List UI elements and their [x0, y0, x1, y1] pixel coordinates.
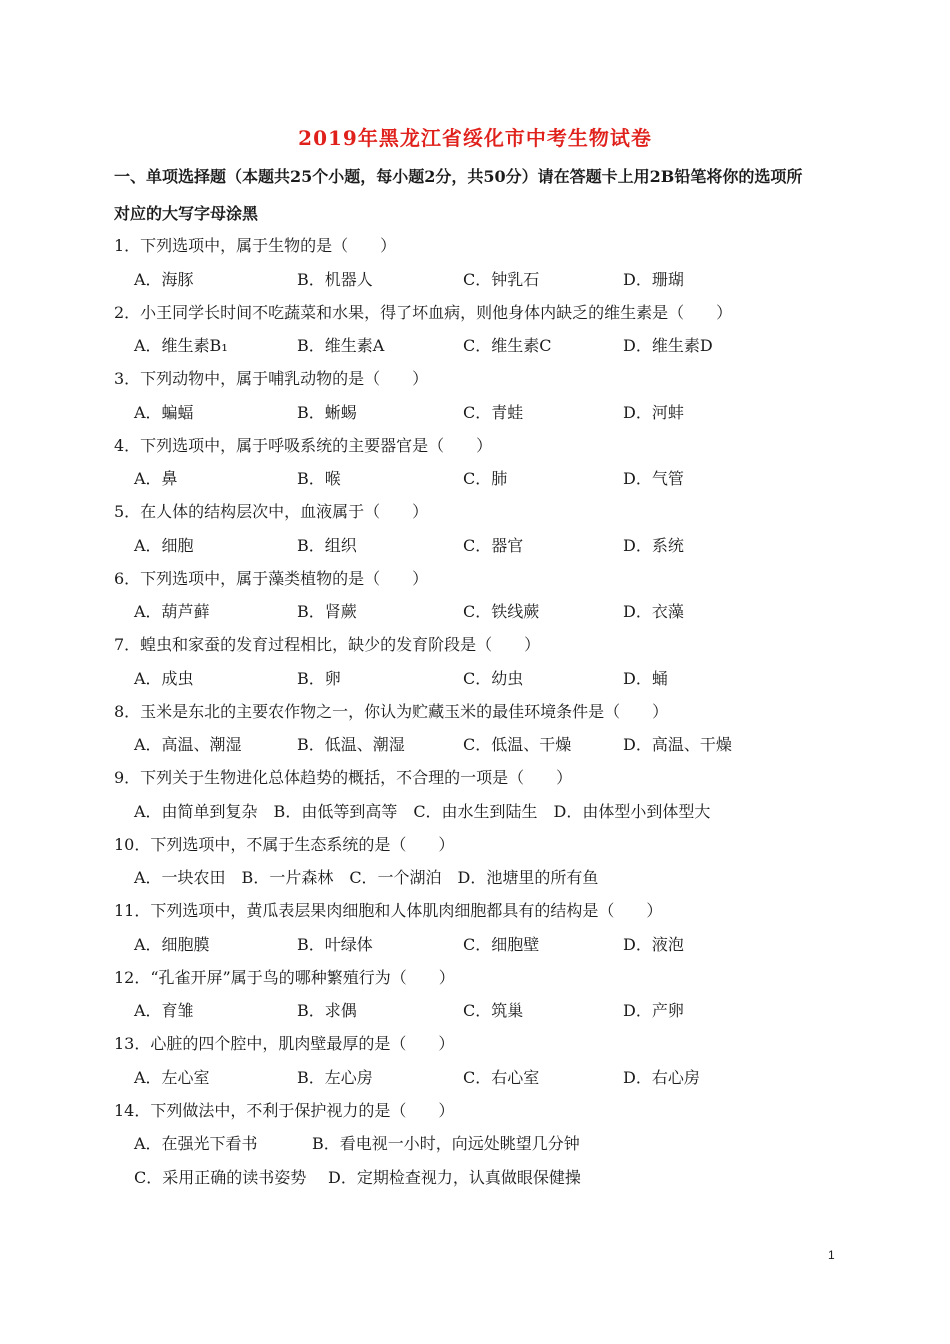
- option-d: D．珊瑚: [623, 270, 684, 289]
- option-b: B．看电视一小时，向远处眺望几分钟: [312, 1134, 580, 1153]
- exam-title: 2019年黑龙江省绥化市中考生物试卷: [298, 126, 652, 150]
- question-4: 4．下列选项中，属于呼吸系统的主要器官是（ ）: [114, 436, 493, 455]
- options-inline: A．由简单到复杂 B．由低等到高等 C．由水生到陆生 D．由体型小到体型大: [134, 802, 711, 821]
- section-heading-line2: 对应的大写字母涂黑: [114, 204, 259, 223]
- option-a: A．左心室: [134, 1068, 210, 1087]
- option-a: A．细胞: [134, 536, 194, 555]
- question-6: 6．下列选项中，属于藻类植物的是（ ）: [114, 569, 429, 588]
- option-c: C．低温、干燥: [463, 735, 572, 754]
- option-b: B．求偶: [297, 1001, 357, 1020]
- question-9: 9．下列关于生物进化总体趋势的概括，不合理的一项是（ ）: [114, 768, 573, 787]
- option-d: D．气管: [623, 469, 684, 488]
- option-b: B．卵: [297, 669, 341, 688]
- option-c: C．肺: [463, 469, 508, 488]
- question-4-options: [134, 466, 854, 490]
- option-a: A．维生素B₁: [134, 336, 228, 355]
- question-13-options: [134, 1065, 854, 1089]
- question-1: 1．下列选项中，属于生物的是（ ）: [114, 236, 397, 255]
- option-d: D．系统: [623, 536, 684, 555]
- option-a: A．葫芦藓: [134, 602, 210, 621]
- option-c: C．筑巢: [463, 1001, 524, 1020]
- option-a: A．鼻: [134, 469, 178, 488]
- option-a: A．成虫: [134, 669, 194, 688]
- option-b: B．左心房: [297, 1068, 373, 1087]
- option-a: A．蝙蝠: [134, 403, 194, 422]
- option-a: A．育雏: [134, 1001, 194, 1020]
- question-8: 8．玉米是东北的主要农作物之一，你认为贮藏玉米的最佳环境条件是（ ）: [114, 702, 669, 721]
- option-b: B．蜥蜴: [297, 403, 357, 422]
- section-heading-line1: 一、单项选择题（本题共25个小题，每小题2分，共50分）请在答题卡上用2B铅笔将你的选项所: [114, 167, 803, 186]
- option-d: D．右心房: [623, 1068, 700, 1087]
- question-8-options: [134, 732, 854, 756]
- option-b: B．喉: [297, 469, 341, 488]
- question-6-options: [134, 599, 854, 623]
- question-12-options: [134, 998, 854, 1022]
- option-d: D．维生素D: [623, 336, 713, 355]
- option-c: C．右心室: [463, 1068, 540, 1087]
- question-14-options-row1: [134, 1131, 854, 1155]
- option-c: C．青蛙: [463, 403, 524, 422]
- question-3: 3．下列动物中，属于哺乳动物的是（ ）: [114, 369, 429, 388]
- option-a: A．海豚: [134, 270, 194, 289]
- question-5-options: [134, 533, 854, 557]
- question-13: 13．心脏的四个腔中，肌肉壁最厚的是（ ）: [114, 1034, 455, 1053]
- option-d: D．蛹: [623, 669, 668, 688]
- options-inline: A．一块农田 B．一片森林 C．一个湖泊 D．池塘里的所有鱼: [134, 868, 599, 887]
- question-7-options: [134, 666, 854, 690]
- option-b: B．低温、潮湿: [297, 735, 405, 754]
- option-b: B．叶绿体: [297, 935, 373, 954]
- option-a: A．在强光下看书: [134, 1134, 258, 1153]
- question-11: 11．下列选项中，黄瓜表层果肉细胞和人体肌肉细胞都具有的结构是（ ）: [114, 901, 663, 920]
- option-a: A．细胞膜: [134, 935, 210, 954]
- option-d: D．产卵: [623, 1001, 684, 1020]
- question-14: 14．下列做法中，不利于保护视力的是（ ）: [114, 1101, 455, 1120]
- option-d: D．高温、干燥: [623, 735, 732, 754]
- question-3-options: [134, 400, 854, 424]
- option-d: D．定期检查视力，认真做眼保健操: [328, 1168, 581, 1187]
- question-11-options: [134, 932, 854, 956]
- option-c: C．器官: [463, 536, 524, 555]
- option-d: D．河蚌: [623, 403, 684, 422]
- question-2-options: [134, 333, 854, 357]
- option-b: B．肾蕨: [297, 602, 357, 621]
- question-12: 12．“孔雀开屏”属于鸟的哪种繁殖行为（ ）: [114, 968, 455, 987]
- option-b: B．组织: [297, 536, 357, 555]
- option-d: D．衣藻: [623, 602, 684, 621]
- option-c: C．幼虫: [463, 669, 524, 688]
- question-7: 7．蝗虫和家蚕的发育过程相比，缺少的发育阶段是（ ）: [114, 635, 541, 654]
- option-b: B．机器人: [297, 270, 373, 289]
- page-number: 1: [828, 1248, 835, 1262]
- question-1-options: [134, 267, 854, 291]
- option-b: B．维生素A: [297, 336, 385, 355]
- question-9-options: [134, 799, 854, 823]
- question-5: 5．在人体的结构层次中，血液属于（ ）: [114, 502, 429, 521]
- option-d: D．液泡: [623, 935, 684, 954]
- question-14-options-row2: [134, 1165, 854, 1189]
- question-10-options: [134, 865, 854, 889]
- option-c: C．细胞壁: [463, 935, 540, 954]
- option-c: C．采用正确的读书姿势: [134, 1168, 307, 1187]
- option-c: C．钟乳石: [463, 270, 540, 289]
- option-c: C．铁线蕨: [463, 602, 540, 621]
- option-a: A．高温、潮湿: [134, 735, 242, 754]
- question-2: 2．小王同学长时间不吃蔬菜和水果，得了坏血病，则他身体内缺乏的维生素是（ ）: [114, 303, 733, 322]
- option-c: C．维生素C: [463, 336, 552, 355]
- question-10: 10．下列选项中，不属于生态系统的是（ ）: [114, 835, 455, 854]
